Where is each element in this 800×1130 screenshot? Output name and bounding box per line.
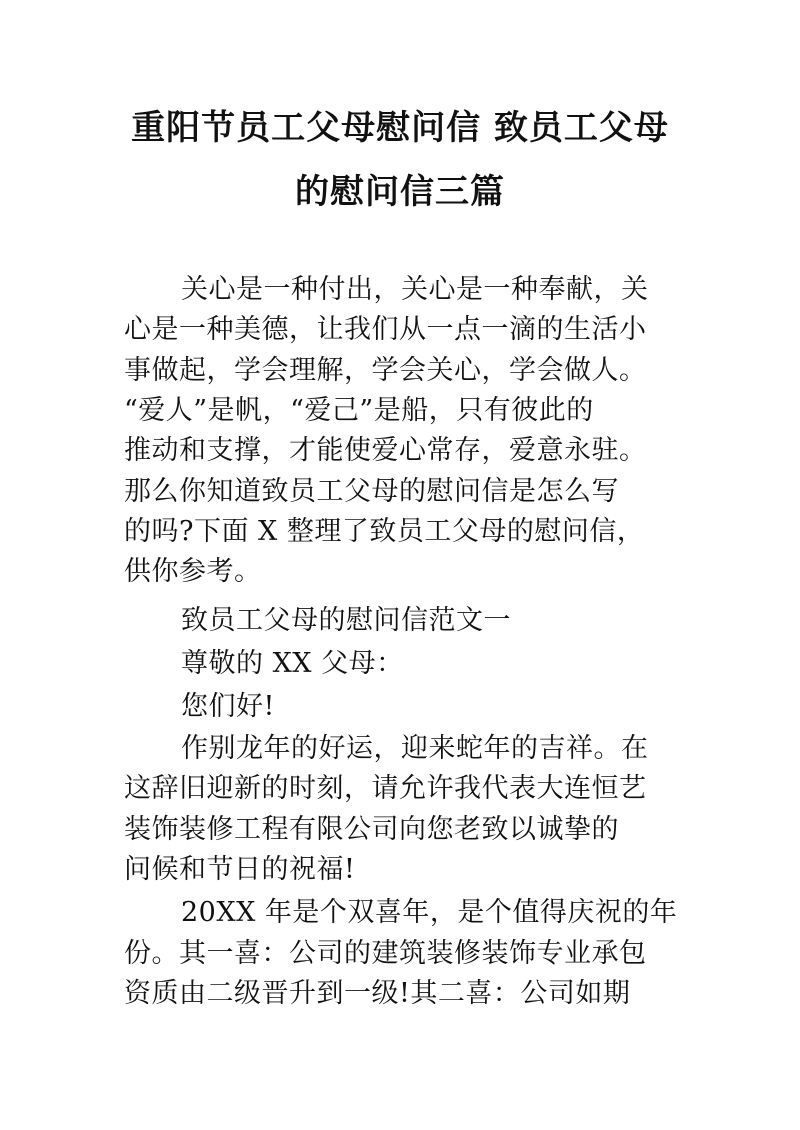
body-line: 关心是一种付出，关心是一种奉献，关 [181, 274, 649, 305]
body-line: 份。其一喜：公司的建筑装修装饰专业承包 [124, 938, 647, 969]
document-title-line-1: 重阳节员工父母慰问信 致员工父母 [131, 108, 669, 148]
body-line: 装饰装修工程有限公司向您老致以诚挚的 [124, 814, 619, 845]
body-line: 那么你知道致员工父母的慰问信是怎么写 [124, 476, 619, 507]
body-line: 事做起，学会理解，学会关心，学会做人。 [124, 355, 647, 386]
body-line: 供你参考。 [124, 556, 262, 587]
body-line: 20XX 年是个双喜年，是个值得庆祝的年 [181, 897, 678, 928]
body-line: 心是一种美德，让我们从一点一滴的生活小 [124, 314, 647, 345]
greeting: 您们好! [181, 691, 275, 722]
document-title-line-2: 的慰问信三篇 [295, 172, 505, 212]
letter-heading: 致员工父母的慰问信范文一 [181, 605, 511, 636]
body-line: 问候和节日的祝福! [124, 854, 356, 885]
body-line: “爱人”是帆，“爱己”是船，只有彼此的 [124, 395, 594, 426]
body-line: 的吗?下面 X 整理了致员工父母的慰问信， [124, 516, 645, 547]
body-line: 这辞旧迎新的时刻，请允许我代表大连恒艺 [124, 773, 647, 804]
body-line: 资质由二级晋升到一级!其二喜：公司如期 [124, 978, 631, 1009]
body-line: 推动和支撑，才能使爱心常存，爱意永驻。 [124, 435, 647, 466]
salutation: 尊敬的 XX 父母： [181, 648, 404, 679]
body-line: 作别龙年的好运，迎来蛇年的吉祥。在 [181, 733, 649, 764]
